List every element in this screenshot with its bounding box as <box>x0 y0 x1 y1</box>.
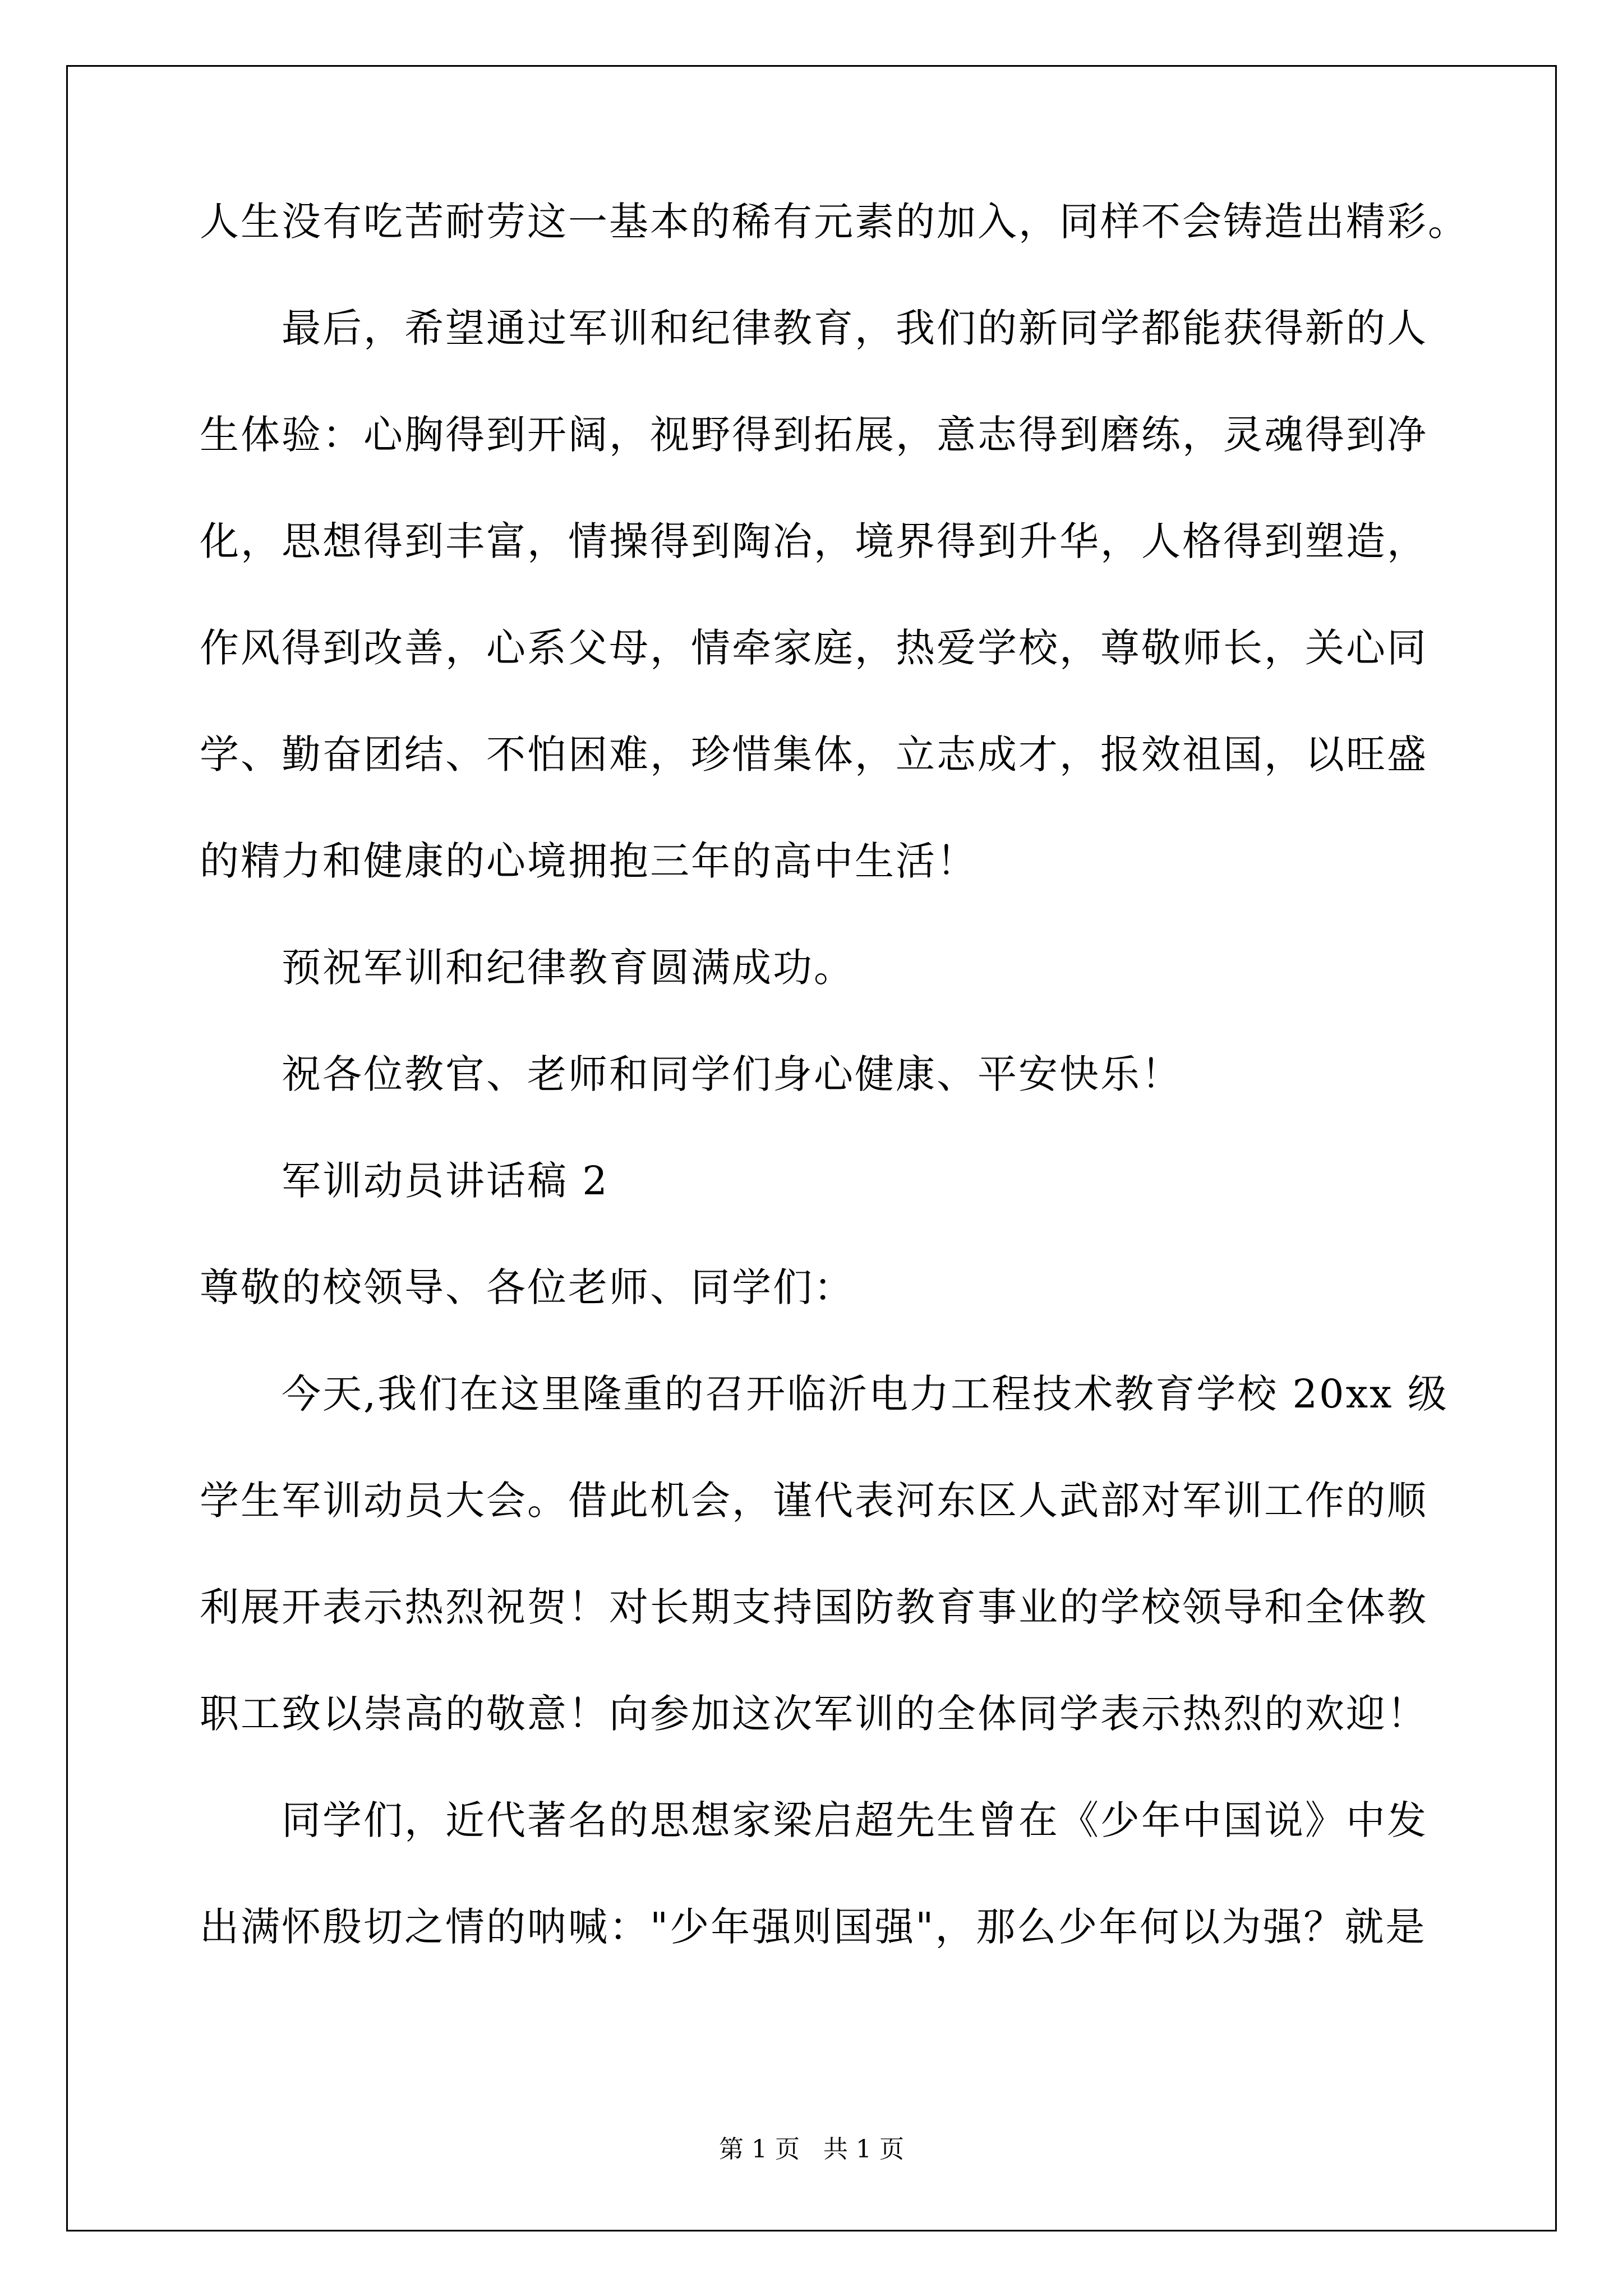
text-line: 的精力和健康的心境拥抱三年的高中生活！ <box>200 838 978 884</box>
salutation: 尊敬的校领导、各位老师、同学们： <box>200 1264 855 1310</box>
paragraph-first-line: 今天,我们在这里隆重的召开临沂电力工程技术教育学校 20xx 级 <box>282 1371 1449 1417</box>
text-line: 学、勤奋团结、不怕困难，珍惜集体，立志成才，报效祖国，以旺盛 <box>200 731 1428 777</box>
section-heading: 军训动员讲话稿 2 <box>282 1158 609 1204</box>
text-line: 利展开表示热烈祝贺！对长期支持国防教育事业的学校领导和全体教 <box>200 1584 1428 1630</box>
text-line: 作风得到改善，心系父母，情牵家庭，热爱学校，尊敬师长，关心同 <box>200 625 1428 671</box>
text-line: 人生没有吃苦耐劳这一基本的稀有元素的加入，同样不会铸造出精彩。 <box>200 199 1469 245</box>
text-line: 化，思想得到丰富，情操得到陶冶，境界得到升华，人格得到塑造， <box>200 518 1428 564</box>
paragraph-first-line: 最后，希望通过军训和纪律教育，我们的新同学都能获得新的人 <box>282 305 1428 351</box>
paragraph-first-line: 同学们，近代著名的思想家梁启超先生曾在《少年中国说》中发 <box>282 1797 1428 1843</box>
text-line: 出满怀殷切之情的呐喊："少年强则国强"，那么少年何以为强？就是 <box>200 1904 1427 1950</box>
paragraph-first-line: 预祝军训和纪律教育圆满成功。 <box>282 945 855 991</box>
text-line: 生体验：心胸得到开阔，视野得到拓展，意志得到磨练，灵魂得到净 <box>200 412 1428 458</box>
paragraph-first-line: 祝各位教官、老师和同学们身心健康、平安快乐！ <box>282 1051 1182 1097</box>
page-footer: 第 1 页 共 1 页 <box>719 2135 904 2164</box>
text-line: 职工致以崇高的敬意！向参加这次军训的全体同学表示热烈的欢迎！ <box>200 1691 1428 1737</box>
text-line: 学生军训动员大会。借此机会，谨代表河东区人武部对军训工作的顺 <box>200 1478 1428 1524</box>
